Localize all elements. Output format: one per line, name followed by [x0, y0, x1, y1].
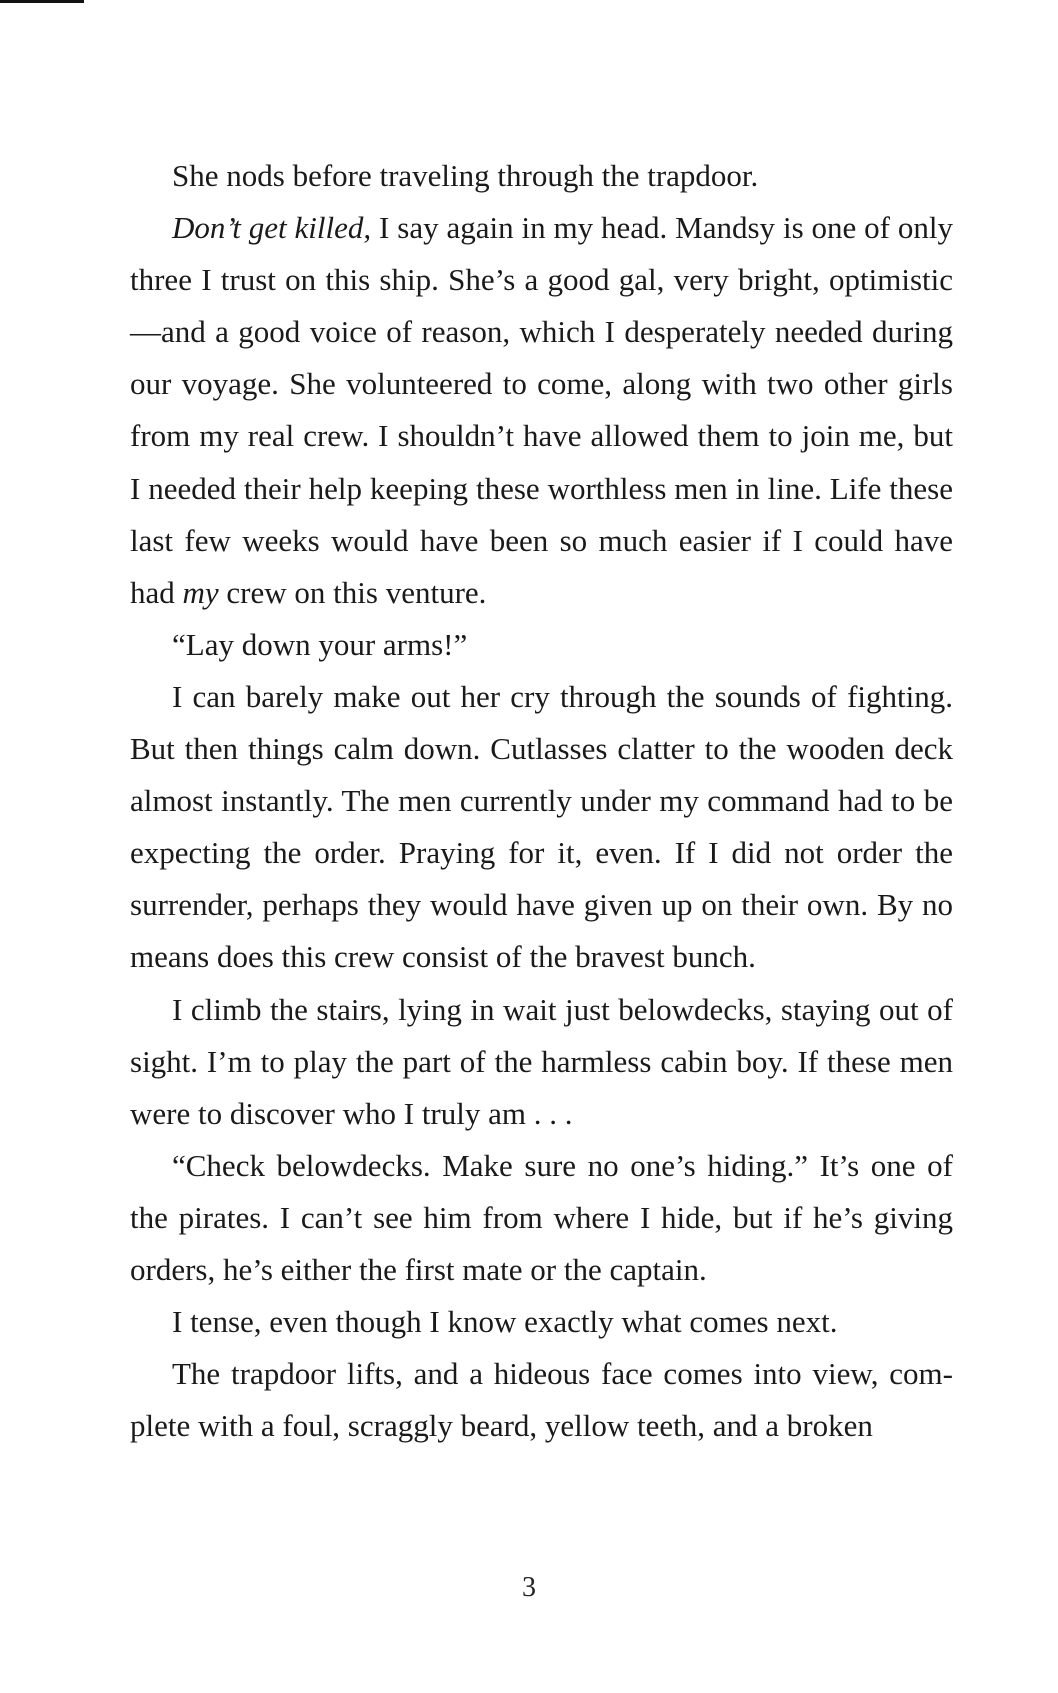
paragraph-6: [130, 1140, 953, 1296]
paragraph-1: [130, 150, 953, 202]
text-run: “Check belowdecks. Make sure no one’s hiding.” It’s one of the pirates. I can’t see him from where I hide, but if he’s giving orders, he’s either the first mate or the captain.: [130, 1147, 953, 1287]
italic-text: Don’t get killed,: [172, 210, 372, 246]
text-run: I climb the stairs, lying in wait just belowdecks, staying out of sight. I’m to play the part of the harmless cabin boy. If these men were to discover who I truly am . . .: [130, 991, 953, 1131]
text-run: I can barely make out her cry through the sounds of fighting. But then things calm down. Cutlasses clatter to the wooden deck almost instantly. The men currently under my command had to be expecting the order. Praying for it, even. If I did not order the surrender, perhaps they would have given up on their own. By no means does this crew consist of the bravest bunch.: [130, 678, 953, 975]
scan-corner-mark: [0, 0, 84, 3]
page-number: 3: [522, 1572, 536, 1603]
paragraph-8: [130, 1348, 953, 1452]
text-run: She nods before traveling through the trapdoor.: [172, 158, 759, 193]
italic-text: my: [182, 574, 219, 610]
text-run: I tense, even though I know exactly what comes next.: [172, 1304, 838, 1340]
text-run: The trapdoor lifts, and a hideous face comes into view, complete with a foul, scraggly beard, yellow teeth, and a broken: [130, 1356, 953, 1444]
text-run: crew on this venture.: [218, 574, 487, 610]
text-run: I say again in my head. Mandsy is one of only three I trust on this ship. She’s a good gal, very bright, optimistic—and a good voice of reason, which I desperately needed during our voyage. She volunteered to come, along with two other girls from my real crew. I shouldn’t have allowed them to join me, but I needed their help keeping these worthless men in line. Life these last few weeks would have been so much easier if I could have had: [130, 210, 953, 610]
paragraph-3: [130, 619, 953, 671]
paragraph-7: [130, 1296, 953, 1348]
paragraph-5: [130, 984, 953, 1140]
paragraph-4: [130, 671, 953, 984]
text-run: “Lay down your arms!”: [172, 626, 468, 662]
paragraph-2: [130, 202, 953, 619]
body-text: [130, 150, 953, 1452]
